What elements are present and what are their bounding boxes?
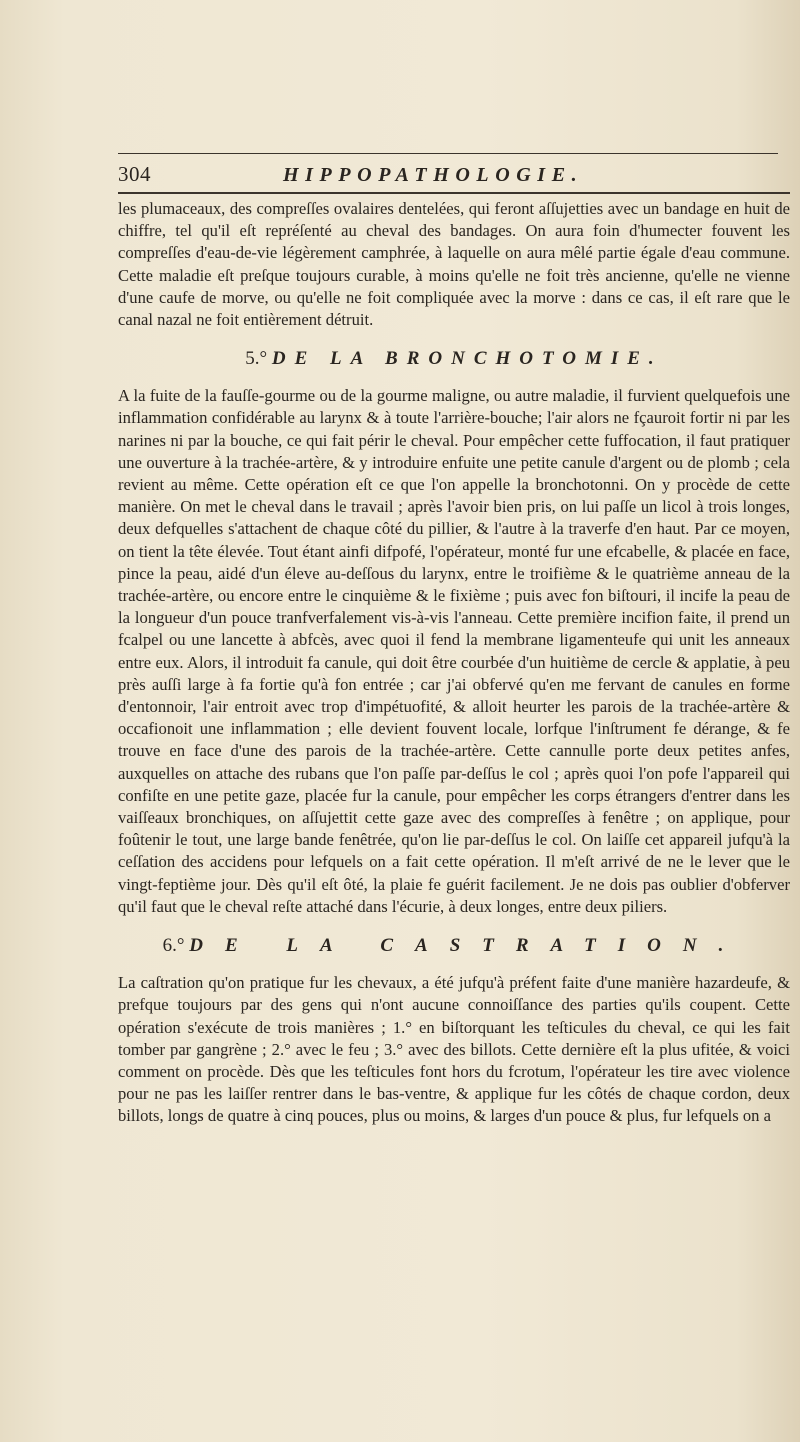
paragraph-intro: les plumaceaux, des compreſſes ovalaires dentelées, qui feront aſſujetties avec un bandage en huit de chiffre, tel qu'il eſt repréſenté au cheval des bandages. On aura foin d'humecter fouvent les compreſſes d'eau-de-vie légèrement camphrée, à laquelle on aura mêlé partie égale d'eau commune. Cette maladie eſt preſque toujours curable, à moins qu'elle ne foit très ancienne, qu'elle ne vienne d'une caufe de morve, ou qu'elle ne foit compliquée avec la morve : dans ce cas, il eſt rare que le canal nazal ne foit entièrement détruit. bbox=[118, 199, 790, 330]
section-heading-castration bbox=[118, 934, 790, 958]
section-title: DE LA CASTRATION. bbox=[189, 935, 746, 957]
top-rule bbox=[118, 153, 778, 154]
section-heading-bronchotomie bbox=[118, 347, 790, 371]
page-number: 304 bbox=[118, 162, 151, 186]
body-text bbox=[118, 198, 790, 1128]
paragraph-castration: La caſtration qu'on pratique fur les chevaux, a été jufqu'à préfent faite d'une manière hazardeufe, & prefque toujours par des gens qui n'ont aucune connoiſſance des parties qu'ils coupent. Cette opération s'exécute de trois manières ; 1.° en biſtorquant les teſticules du cheval, ce qui les fait tomber par gangrène ; 2.° avec le feu ; 3.° avec des billots. Cette dernière eſt la plus ufitée, & voici comment on procède. Dès que les teſticules font hors du fcrotum, l'opérateur les tire avec violence pour ne pas les laiſſer rentrer dans le bas-ventre, & applique fur les côtés de chaque cordon, deux billots, longs de quatre à cinq pouces, plus ou moins, & larges d'un pouce & plus, fur lefquels on a bbox=[118, 973, 790, 1126]
paragraph-bronchotomie: A la fuite de la fauſſe-gourme ou de la gourme maligne, ou autre maladie, il furvient quelquefois une inflammation confidérable au larynx & à toute l'arrière-bouche; l'air alors ne fçauroit fortir ni par les narines ni par la bouche, ce qui fait périr le cheval. Pour empêcher cette fuffocation, il faut pratiquer une ouverture à la trachée-artère, & y introduire enfuite une petite canule d'argent ou de plomb ; cela revient au même. Cette opération eſt ce que l'on appelle la bronchotonni. On y procède de cette manière. On met le cheval dans le travail ; après l'avoir bien pris, on lui paſſe un licol à trois longes, deux defquelles s'attachent de chaque côté du pillier, & l'autre à la traverfe d'en haut. Par ce moyen, on tient la tête élevée. Tout étant ainfi difpofé, l'opérateur, monté fur une efcabelle, & placée en face, pince la peau, aidé d'un éleve au-deſſous du larynx, entre le troifième & le quatrième anneau de la trachée-artère, ou encore entre le cinquième & le fixième ; puis avec fon biſtouri, il incife la peau de la longueur d'un pouce tranfverfalement vis-à-vis l'anneau. Cette première incifion faite, il prend un fcalpel ou une lancette à abfcès, avec quoi il fend la membrane ligamenteufe qui unit les anneaux entre eux. Alors, il introduit fa canule, qui doit être courbée d'un huitième de cercle & applatie, à peu près auſſi large à fa fortie qu'à fon entrée ; car j'ai obfervé qu'en me fervant de canules en forme d'entonnoir, l'air entroit avec trop d'impétuofité, & alloit heurter les parois de la trachée-artère & occafionoit une inflammation ; elle devient fouvent locale, lorfque l'inſtrument fe dérange, & fe trouve en face d'une des parois de la trachée-artère. Cette cannulle porte deux petites anfes, auxquelles on attache des rubans que l'on paſſe par-deſſus le col ; après quoi l'on pofe l'appareil qui confiſte en une petite gaze, placée fur la canule, pour empêcher les corps étrangers d'entrer dans les vaiſſeaux bronchiques, on aſſujettit cette gaze avec des compreſſes à fenêtre ; on applique, pour foûtenir le tout, une large bande fenêtrée, qu'on lie par-deſſus le col. On laiſſe cet appareil jufqu'à la ceſſation des accidens pour lefquels on a fait cette opération. Il m'eſt arrivé de ne le lever que le vingt-feptième jour. Dès qu'il eſt ôté, la plaie fe guérit facilement. Je ne dois pas oublier d'obferver qu'il faut que le cheval reſte attaché dans l'écurie, à deux longes, entre deux piliers. bbox=[118, 386, 790, 916]
section-title: DE LA BRONCHOTOMIE. bbox=[271, 348, 663, 370]
section-number: 6.° bbox=[162, 935, 185, 957]
header-rule bbox=[118, 192, 790, 194]
running-head: HIPPOPATHOLOGIE. bbox=[283, 164, 584, 186]
section-number: 5.° bbox=[245, 348, 268, 370]
